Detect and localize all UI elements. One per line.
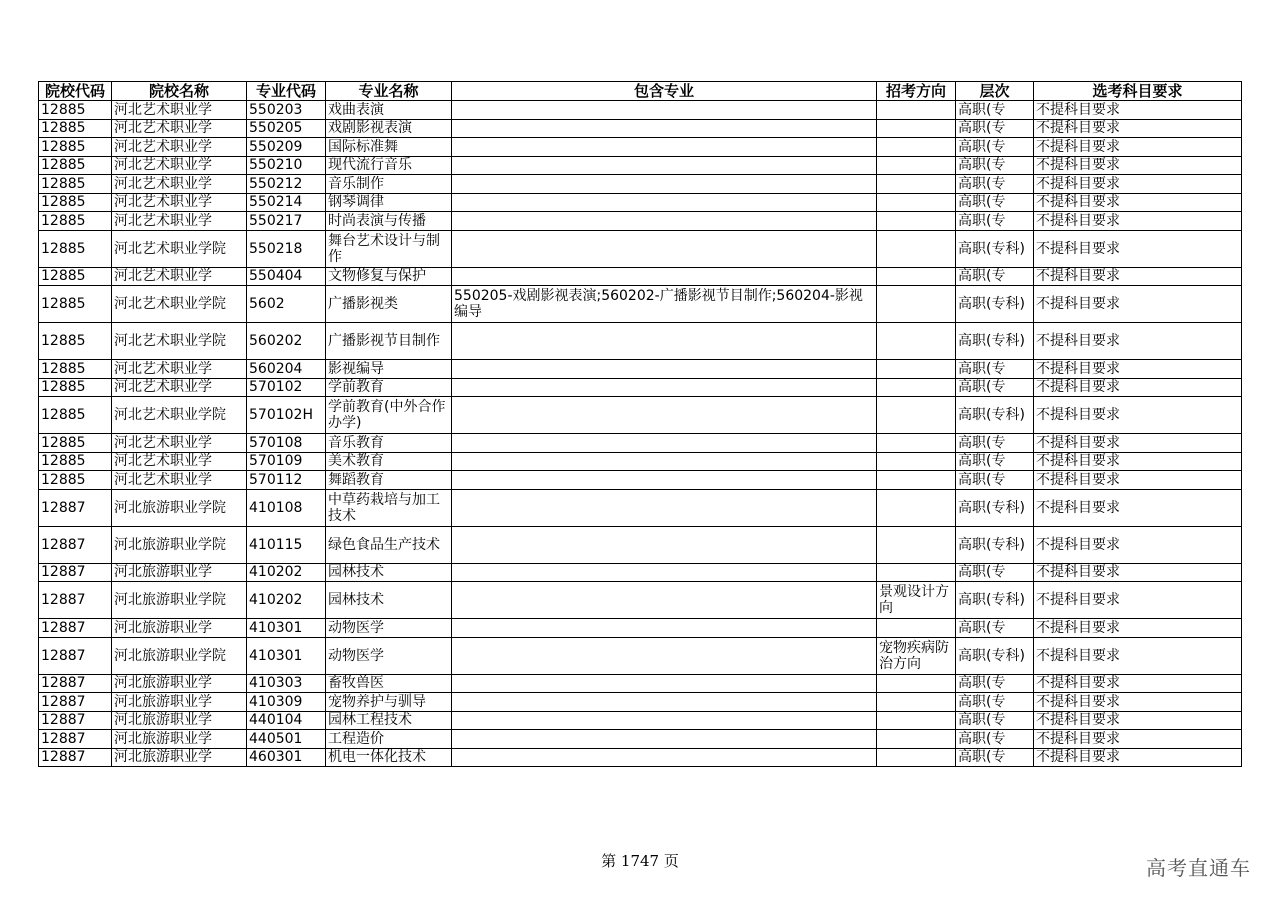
- cell-level: 高职(专科): [956, 526, 1034, 563]
- cell-subject-requirement: 不提科目要求: [1034, 212, 1242, 231]
- cell-major-name: 舞蹈教育: [326, 471, 452, 490]
- cell-direction: [877, 452, 956, 471]
- cell-major-name: 园林技术: [326, 582, 452, 619]
- cell-level: 高职(专: [956, 138, 1034, 157]
- cell-level: 高职(专: [956, 119, 1034, 138]
- cell-school-code: 12885: [39, 397, 112, 434]
- cell-direction: [877, 730, 956, 749]
- cell-subject-requirement: 不提科目要求: [1034, 286, 1242, 323]
- cell-major-code: 570112: [247, 471, 326, 490]
- cell-major-name: 戏剧影视表演: [326, 119, 452, 138]
- cell-direction: [877, 397, 956, 434]
- cell-school-code: 12885: [39, 212, 112, 231]
- cell-school-name: 河北艺术职业学: [112, 119, 247, 138]
- cell-included-majors: 550205-戏剧影视表演;560202-广播影视节目制作;560204-影视编导: [452, 286, 877, 323]
- cell-included-majors: [452, 212, 877, 231]
- header-subject-requirement: 选考科目要求: [1034, 82, 1242, 101]
- cell-major-code: 410108: [247, 489, 326, 526]
- cell-school-code: 12885: [39, 378, 112, 397]
- cell-school-name: 河北旅游职业学: [112, 693, 247, 712]
- table-row: [39, 175, 1242, 194]
- cell-included-majors: [452, 119, 877, 138]
- cell-school-code: 12885: [39, 434, 112, 453]
- cell-included-majors: [452, 101, 877, 120]
- table-row: [39, 230, 1242, 267]
- cell-major-code: 410202: [247, 582, 326, 619]
- cell-school-code: 12887: [39, 730, 112, 749]
- cell-major-code: 570102H: [247, 397, 326, 434]
- cell-major-code: 550404: [247, 267, 326, 286]
- cell-subject-requirement: 不提科目要求: [1034, 693, 1242, 712]
- cell-major-name: 音乐制作: [326, 175, 452, 194]
- cell-school-name: 河北艺术职业学: [112, 175, 247, 194]
- cell-school-name: 河北艺术职业学: [112, 378, 247, 397]
- cell-direction: [877, 286, 956, 323]
- cell-included-majors: [452, 471, 877, 490]
- table-row: [39, 397, 1242, 434]
- cell-level: 高职(专: [956, 212, 1034, 231]
- cell-direction: [877, 526, 956, 563]
- header-row: [39, 82, 1242, 101]
- cell-subject-requirement: 不提科目要求: [1034, 360, 1242, 379]
- cell-direction: [877, 119, 956, 138]
- table-row: [39, 212, 1242, 231]
- table-row: [39, 674, 1242, 693]
- cell-major-code: 460301: [247, 748, 326, 767]
- cell-subject-requirement: 不提科目要求: [1034, 323, 1242, 360]
- cell-major-code: 550217: [247, 212, 326, 231]
- table-row: [39, 323, 1242, 360]
- cell-direction: 景观设计方向: [877, 582, 956, 619]
- cell-major-name: 园林技术: [326, 563, 452, 582]
- cell-school-code: 12885: [39, 138, 112, 157]
- cell-school-code: 12885: [39, 193, 112, 212]
- cell-included-majors: [452, 378, 877, 397]
- cell-included-majors: [452, 175, 877, 194]
- cell-major-name: 工程造价: [326, 730, 452, 749]
- cell-school-code: 12885: [39, 471, 112, 490]
- cell-school-code: 12885: [39, 156, 112, 175]
- cell-major-code: 550209: [247, 138, 326, 157]
- cell-included-majors: [452, 360, 877, 379]
- cell-school-name: 河北艺术职业学: [112, 156, 247, 175]
- cell-direction: [877, 619, 956, 638]
- cell-level: 高职(专: [956, 193, 1034, 212]
- cell-major-name: 学前教育: [326, 378, 452, 397]
- cell-major-name: 时尚表演与传播: [326, 212, 452, 231]
- cell-level: 高职(专: [956, 730, 1034, 749]
- cell-school-code: 12885: [39, 119, 112, 138]
- cell-major-name: 现代流行音乐: [326, 156, 452, 175]
- cell-school-name: 河北艺术职业学: [112, 212, 247, 231]
- cell-school-code: 12885: [39, 452, 112, 471]
- cell-school-name: 河北艺术职业学: [112, 138, 247, 157]
- cell-included-majors: [452, 582, 877, 619]
- cell-level: 高职(专科): [956, 582, 1034, 619]
- cell-major-name: 钢琴调律: [326, 193, 452, 212]
- cell-school-name: 河北艺术职业学院: [112, 323, 247, 360]
- cell-direction: [877, 748, 956, 767]
- cell-school-name: 河北旅游职业学院: [112, 489, 247, 526]
- cell-school-name: 河北艺术职业学: [112, 471, 247, 490]
- cell-major-code: 570102: [247, 378, 326, 397]
- table-row: [39, 286, 1242, 323]
- cell-direction: [877, 212, 956, 231]
- table-row: [39, 582, 1242, 619]
- cell-level: 高职(专科): [956, 397, 1034, 434]
- cell-school-code: 12887: [39, 526, 112, 563]
- cell-school-name: 河北艺术职业学: [112, 452, 247, 471]
- cell-school-code: 12887: [39, 637, 112, 674]
- cell-direction: [877, 711, 956, 730]
- header-level: 层次: [956, 82, 1034, 101]
- cell-subject-requirement: 不提科目要求: [1034, 748, 1242, 767]
- cell-level: 高职(专: [956, 471, 1034, 490]
- cell-school-code: 12887: [39, 674, 112, 693]
- cell-school-name: 河北艺术职业学: [112, 434, 247, 453]
- cell-major-code: 5602: [247, 286, 326, 323]
- cell-level: 高职(专: [956, 434, 1034, 453]
- cell-direction: [877, 563, 956, 582]
- cell-subject-requirement: 不提科目要求: [1034, 434, 1242, 453]
- cell-school-name: 河北艺术职业学院: [112, 397, 247, 434]
- cell-level: 高职(专科): [956, 323, 1034, 360]
- cell-major-code: 570108: [247, 434, 326, 453]
- cell-included-majors: [452, 193, 877, 212]
- table-row: [39, 619, 1242, 638]
- cell-level: 高职(专: [956, 101, 1034, 120]
- cell-level: 高职(专: [956, 748, 1034, 767]
- cell-subject-requirement: 不提科目要求: [1034, 674, 1242, 693]
- cell-included-majors: [452, 693, 877, 712]
- cell-major-code: 550218: [247, 230, 326, 267]
- cell-level: 高职(专: [956, 563, 1034, 582]
- cell-school-name: 河北艺术职业学院: [112, 230, 247, 267]
- cell-direction: [877, 193, 956, 212]
- cell-subject-requirement: 不提科目要求: [1034, 730, 1242, 749]
- cell-major-name: 影视编导: [326, 360, 452, 379]
- cell-school-code: 12887: [39, 748, 112, 767]
- cell-school-name: 河北旅游职业学: [112, 674, 247, 693]
- cell-level: 高职(专: [956, 693, 1034, 712]
- header-major-code: 专业代码: [247, 82, 326, 101]
- cell-direction: [877, 693, 956, 712]
- cell-school-name: 河北旅游职业学: [112, 711, 247, 730]
- table-row: [39, 471, 1242, 490]
- cell-level: 高职(专: [956, 156, 1034, 175]
- cell-school-name: 河北旅游职业学院: [112, 582, 247, 619]
- cell-major-name: 美术教育: [326, 452, 452, 471]
- cell-school-code: 12885: [39, 175, 112, 194]
- cell-school-name: 河北旅游职业学: [112, 748, 247, 767]
- admissions-table: [38, 81, 1242, 767]
- cell-direction: [877, 267, 956, 286]
- cell-subject-requirement: 不提科目要求: [1034, 619, 1242, 638]
- cell-school-code: 12885: [39, 230, 112, 267]
- table-row: [39, 434, 1242, 453]
- cell-included-majors: [452, 156, 877, 175]
- table-row: [39, 526, 1242, 563]
- cell-level: 高职(专: [956, 175, 1034, 194]
- table-row: [39, 637, 1242, 674]
- cell-school-name: 河北旅游职业学: [112, 563, 247, 582]
- cell-included-majors: [452, 397, 877, 434]
- table-row: [39, 748, 1242, 767]
- cell-included-majors: [452, 619, 877, 638]
- table-row: [39, 193, 1242, 212]
- table-row: [39, 730, 1242, 749]
- cell-direction: [877, 378, 956, 397]
- cell-direction: [877, 156, 956, 175]
- table-row: [39, 693, 1242, 712]
- cell-major-name: 宠物养护与驯导: [326, 693, 452, 712]
- cell-level: 高职(专科): [956, 637, 1034, 674]
- cell-school-code: 12887: [39, 711, 112, 730]
- cell-major-code: 410309: [247, 693, 326, 712]
- cell-school-code: 12887: [39, 563, 112, 582]
- cell-major-name: 绿色食品生产技术: [326, 526, 452, 563]
- cell-major-name: 中草药栽培与加工技术: [326, 489, 452, 526]
- cell-level: 高职(专科): [956, 286, 1034, 323]
- cell-school-code: 12887: [39, 693, 112, 712]
- cell-school-name: 河北旅游职业学: [112, 619, 247, 638]
- cell-direction: [877, 360, 956, 379]
- cell-major-code: 560202: [247, 323, 326, 360]
- cell-included-majors: [452, 711, 877, 730]
- cell-subject-requirement: 不提科目要求: [1034, 138, 1242, 157]
- header-direction: 招考方向: [877, 82, 956, 101]
- cell-school-code: 12885: [39, 101, 112, 120]
- cell-major-code: 570109: [247, 452, 326, 471]
- cell-direction: [877, 471, 956, 490]
- cell-direction: [877, 138, 956, 157]
- cell-major-name: 学前教育(中外合作办学): [326, 397, 452, 434]
- cell-school-name: 河北艺术职业学: [112, 267, 247, 286]
- table-row: [39, 563, 1242, 582]
- cell-direction: [877, 489, 956, 526]
- cell-major-name: 机电一体化技术: [326, 748, 452, 767]
- cell-direction: [877, 674, 956, 693]
- cell-subject-requirement: 不提科目要求: [1034, 637, 1242, 674]
- cell-level: 高职(专: [956, 674, 1034, 693]
- cell-subject-requirement: 不提科目要求: [1034, 156, 1242, 175]
- cell-direction: [877, 323, 956, 360]
- cell-major-code: 550214: [247, 193, 326, 212]
- cell-major-name: 文物修复与保护: [326, 267, 452, 286]
- cell-subject-requirement: 不提科目要求: [1034, 378, 1242, 397]
- cell-level: 高职(专: [956, 378, 1034, 397]
- cell-major-name: 戏曲表演: [326, 101, 452, 120]
- cell-included-majors: [452, 267, 877, 286]
- cell-included-majors: [452, 748, 877, 767]
- cell-level: 高职(专: [956, 452, 1034, 471]
- cell-school-code: 12887: [39, 582, 112, 619]
- cell-subject-requirement: 不提科目要求: [1034, 193, 1242, 212]
- cell-included-majors: [452, 637, 877, 674]
- cell-major-code: 550212: [247, 175, 326, 194]
- cell-major-code: 410301: [247, 619, 326, 638]
- cell-school-name: 河北旅游职业学: [112, 730, 247, 749]
- cell-school-name: 河北艺术职业学: [112, 360, 247, 379]
- cell-major-code: 440104: [247, 711, 326, 730]
- table-row: [39, 119, 1242, 138]
- cell-major-code: 440501: [247, 730, 326, 749]
- cell-included-majors: [452, 563, 877, 582]
- table-row: [39, 267, 1242, 286]
- cell-major-code: 550210: [247, 156, 326, 175]
- page-number: 第 1747 页: [601, 852, 679, 870]
- cell-major-code: 550205: [247, 119, 326, 138]
- cell-level: 高职(专科): [956, 489, 1034, 526]
- cell-school-name: 河北旅游职业学院: [112, 637, 247, 674]
- cell-school-code: 12885: [39, 360, 112, 379]
- table-row: [39, 101, 1242, 120]
- cell-direction: [877, 434, 956, 453]
- cell-level: 高职(专: [956, 360, 1034, 379]
- cell-major-name: 动物医学: [326, 619, 452, 638]
- table-body: [39, 101, 1242, 767]
- header-school-name: 院校名称: [112, 82, 247, 101]
- cell-major-code: 550203: [247, 101, 326, 120]
- cell-included-majors: [452, 730, 877, 749]
- cell-included-majors: [452, 230, 877, 267]
- table-row: [39, 711, 1242, 730]
- cell-included-majors: [452, 434, 877, 453]
- cell-school-code: 12885: [39, 267, 112, 286]
- cell-school-code: 12887: [39, 489, 112, 526]
- cell-subject-requirement: 不提科目要求: [1034, 711, 1242, 730]
- cell-major-code: 410301: [247, 637, 326, 674]
- cell-subject-requirement: 不提科目要求: [1034, 563, 1242, 582]
- cell-major-name: 广播影视类: [326, 286, 452, 323]
- cell-direction: [877, 175, 956, 194]
- table-row: [39, 489, 1242, 526]
- cell-direction: 宠物疾病防治方向: [877, 637, 956, 674]
- cell-major-code: 410202: [247, 563, 326, 582]
- header-school-code: 院校代码: [39, 82, 112, 101]
- cell-included-majors: [452, 526, 877, 563]
- cell-subject-requirement: 不提科目要求: [1034, 471, 1242, 490]
- table-row: [39, 156, 1242, 175]
- cell-school-code: 12887: [39, 619, 112, 638]
- cell-included-majors: [452, 138, 877, 157]
- cell-direction: [877, 230, 956, 267]
- header-included-majors: 包含专业: [452, 82, 877, 101]
- cell-included-majors: [452, 323, 877, 360]
- cell-major-code: 410115: [247, 526, 326, 563]
- cell-major-code: 410303: [247, 674, 326, 693]
- cell-school-name: 河北旅游职业学院: [112, 526, 247, 563]
- cell-subject-requirement: 不提科目要求: [1034, 397, 1242, 434]
- cell-subject-requirement: 不提科目要求: [1034, 175, 1242, 194]
- cell-subject-requirement: 不提科目要求: [1034, 101, 1242, 120]
- cell-subject-requirement: 不提科目要求: [1034, 230, 1242, 267]
- cell-subject-requirement: 不提科目要求: [1034, 452, 1242, 471]
- cell-major-name: 畜牧兽医: [326, 674, 452, 693]
- cell-major-code: 560204: [247, 360, 326, 379]
- cell-direction: [877, 101, 956, 120]
- cell-school-code: 12885: [39, 286, 112, 323]
- cell-major-name: 国际标准舞: [326, 138, 452, 157]
- table-row: [39, 138, 1242, 157]
- cell-major-name: 广播影视节目制作: [326, 323, 452, 360]
- cell-included-majors: [452, 674, 877, 693]
- cell-school-name: 河北艺术职业学: [112, 101, 247, 120]
- cell-level: 高职(专: [956, 711, 1034, 730]
- cell-included-majors: [452, 452, 877, 471]
- table-row: [39, 360, 1242, 379]
- cell-major-name: 舞台艺术设计与制作: [326, 230, 452, 267]
- cell-included-majors: [452, 489, 877, 526]
- cell-subject-requirement: 不提科目要求: [1034, 582, 1242, 619]
- header-major-name: 专业名称: [326, 82, 452, 101]
- cell-school-name: 河北艺术职业学院: [112, 286, 247, 323]
- cell-level: 高职(专科): [956, 230, 1034, 267]
- cell-subject-requirement: 不提科目要求: [1034, 267, 1242, 286]
- cell-subject-requirement: 不提科目要求: [1034, 489, 1242, 526]
- cell-school-code: 12885: [39, 323, 112, 360]
- cell-subject-requirement: 不提科目要求: [1034, 119, 1242, 138]
- table-row: [39, 378, 1242, 397]
- table-row: [39, 452, 1242, 471]
- watermark: 高考直通车: [1146, 856, 1251, 880]
- cell-level: 高职(专: [956, 267, 1034, 286]
- cell-major-name: 动物医学: [326, 637, 452, 674]
- cell-level: 高职(专: [956, 619, 1034, 638]
- cell-major-name: 园林工程技术: [326, 711, 452, 730]
- cell-major-name: 音乐教育: [326, 434, 452, 453]
- cell-subject-requirement: 不提科目要求: [1034, 526, 1242, 563]
- cell-school-name: 河北艺术职业学: [112, 193, 247, 212]
